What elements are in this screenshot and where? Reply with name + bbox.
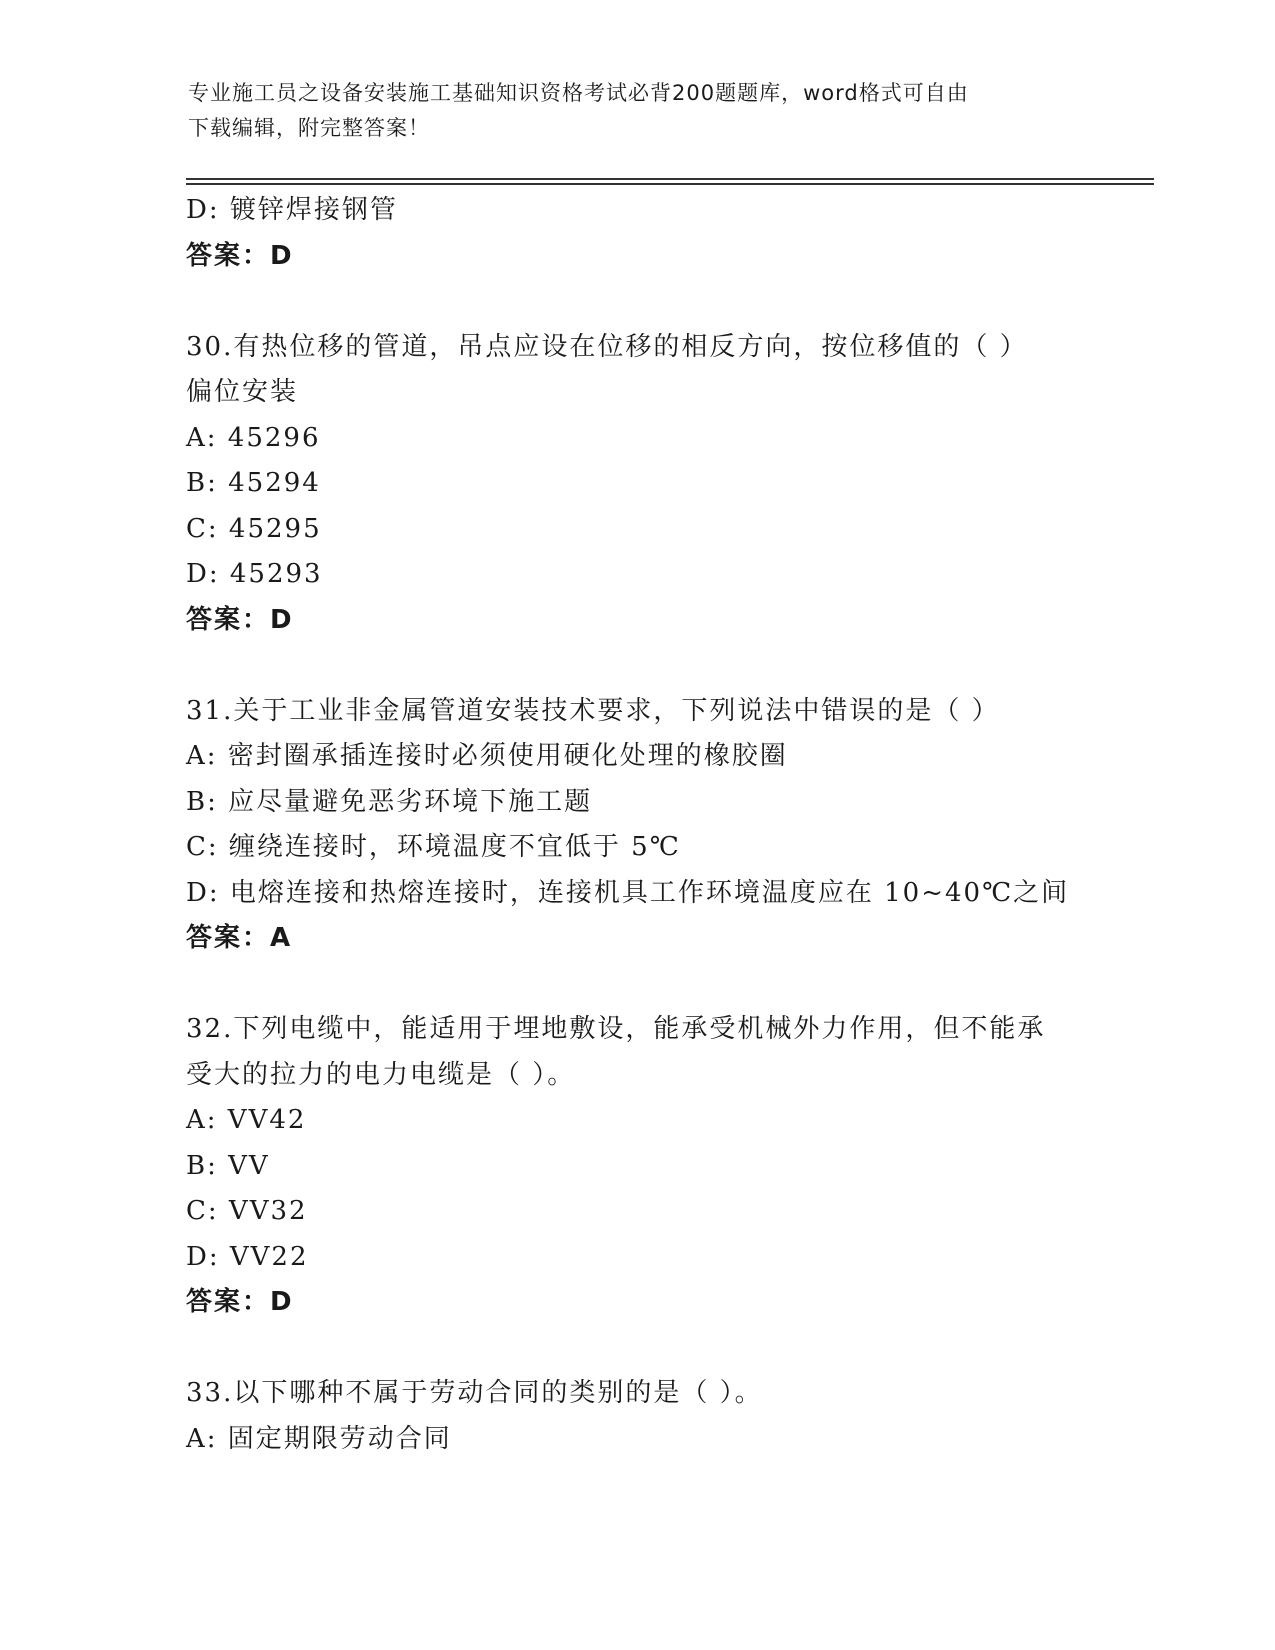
option-a: A: 密封圈承插连接时必须使用硬化处理的橡胶圈 [186,741,788,771]
question-30 [186,325,1106,644]
option-d: D: 镀锌焊接钢管 [186,195,398,225]
header-divider-bottom [186,183,1154,185]
continued-question [186,188,1106,279]
option-d: D: VV22 [186,1241,309,1272]
option-c: C: VV32 [186,1196,308,1226]
question-stem: 30.有热位移的管道，吊点应设在位移的相反方向，按位移值的（ ） [186,331,1028,362]
answer: 答案：A [186,923,293,953]
question-stem: 33.以下哪种不属于劳动合同的类别的是（ ）。 [186,1378,763,1408]
option-d: D: 电熔连接和热熔连接时，连接机具工作环境温度应在 10~40℃之间 [186,877,1070,908]
header-divider-top [186,178,1154,180]
question-33 [186,1371,1106,1462]
option-b: B: 应尽量避免恶劣环境下施工题 [186,786,593,817]
option-b: B: VV [186,1150,270,1181]
question-31 [186,689,1106,962]
question-stem: 31.关于工业非金属管道安装技术要求，下列说法中错误的是（ ） [186,695,1000,726]
header-line-2: 下载编辑，附完整答案！ [188,116,430,140]
answer: 答案：D [186,240,294,271]
option-a: A: 45296 [186,422,321,453]
question-stem-continued: 受大的拉力的电力电缆是（ ）。 [186,1059,576,1090]
question-list [186,188,1106,1462]
question-32 [186,1007,1106,1326]
option-c: C: 缠绕连接时，环境温度不宜低于 5℃ [186,832,681,862]
answer: 答案：D [186,1287,294,1317]
option-c: C: 45295 [186,513,322,544]
spacer [186,1326,1106,1372]
answer: 答案：D [186,604,294,635]
header-line-1: 专业施工员之设备安装施工基础知识资格考试必背200题题库，word格式可自由 [188,81,969,105]
spacer [186,962,1106,1008]
spacer [186,279,1106,325]
option-a: A: 固定期限劳动合同 [186,1423,452,1454]
option-a: A: VV42 [186,1105,307,1135]
document-header [188,76,1088,146]
option-d: D: 45293 [186,559,323,589]
question-stem: 32.下列电缆中，能适用于埋地敷设，能承受机械外力作用，但不能承 [186,1014,1046,1044]
option-b: B: 45294 [186,468,321,498]
question-stem-continued: 偏位安装 [186,377,299,407]
spacer [186,643,1106,689]
